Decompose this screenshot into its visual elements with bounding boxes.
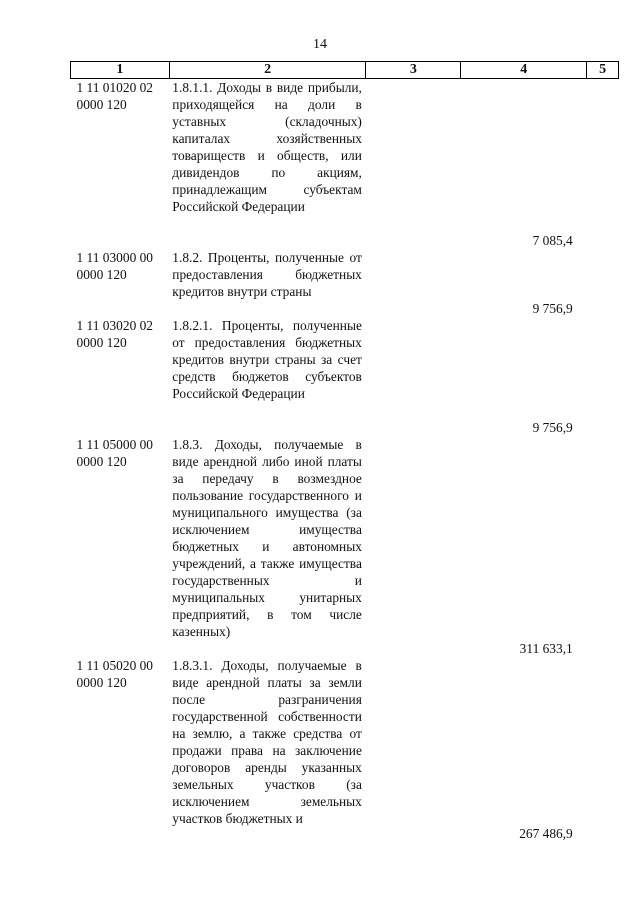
income-description: 1.8.1.1. Доходы в виде прибыли, приходящейся на доли в уставных (складочных) капиталах хозяйственных товариществ и обществ, или дивидендов по акциям, принадлежащим субъектам Российской Федерации [172,80,362,214]
empty-cell [366,436,461,657]
empty-cell [366,657,461,842]
table-row [71,657,619,842]
budget-code [71,79,170,250]
empty-cell [587,79,619,250]
income-description: 1.8.2. Проценты, полученные от предоставления бюджетных кредитов внутри страны [172,250,362,299]
budget-code [71,317,170,436]
code-part: 0000 120 [76,675,127,690]
empty-cell [366,249,461,317]
code-part: 0000 120 [76,454,127,469]
code-part: 0000 120 [76,97,127,112]
table-row [71,436,619,657]
code-part: 1 11 01020 02 [76,80,153,95]
code-part: 0000 120 [76,335,127,350]
page-number: 14 [313,37,327,52]
table-row [71,317,619,436]
header-col-2: 2 [169,62,366,79]
empty-cell [587,249,619,317]
income-description: 1.8.2.1. Проценты, полученные от предоставления бюджетных кредитов внутри страны за счет средств бюджетов субъектов Российской Федерации [172,318,362,401]
budget-code [71,657,170,842]
table-row [71,79,619,250]
empty-cell [366,317,461,436]
budget-code [71,436,170,657]
income-description: 1.8.3. Доходы, получаемые в виде арендной либо иной платы за передачу в возмездное пользование государственного и муниципального имущества (за исключением имущества бюджетных и автономных учреждений, а также имущества государственных и муниципальных унитарных предприятий, в том числе казенных) [172,437,362,639]
empty-cell [587,317,619,436]
header-col-5: 5 [587,62,619,79]
amount-value: 9 756,9 [532,301,573,316]
code-part: 1 11 05020 00 [76,658,153,673]
budget-code [71,249,170,317]
empty-cell [587,657,619,842]
code-part: 1 11 03000 00 [76,250,153,265]
code-part: 1 11 05000 00 [76,437,153,452]
header-col-3: 3 [366,62,461,79]
code-part: 1 11 03020 02 [76,318,153,333]
budget-table [70,61,619,842]
amount-value: 7 085,4 [532,233,573,248]
header-col-4: 4 [461,62,587,79]
table-row [71,249,619,317]
amount-value: 267 486,9 [519,826,573,841]
code-part: 0000 120 [76,267,127,282]
table-header-row [71,62,619,79]
income-description: 1.8.3.1. Доходы, получаемые в виде арендной платы за земли после разграничения государственной собственности на землю, а также средства от продажи права на заключение договоров аренды указанных земельных участков (за исключением земельных участков бюджетных и [172,658,362,826]
empty-cell [366,79,461,250]
header-col-1: 1 [71,62,170,79]
amount-value: 311 633,1 [519,641,573,656]
amount-value: 9 756,9 [532,420,573,435]
empty-cell [587,436,619,657]
